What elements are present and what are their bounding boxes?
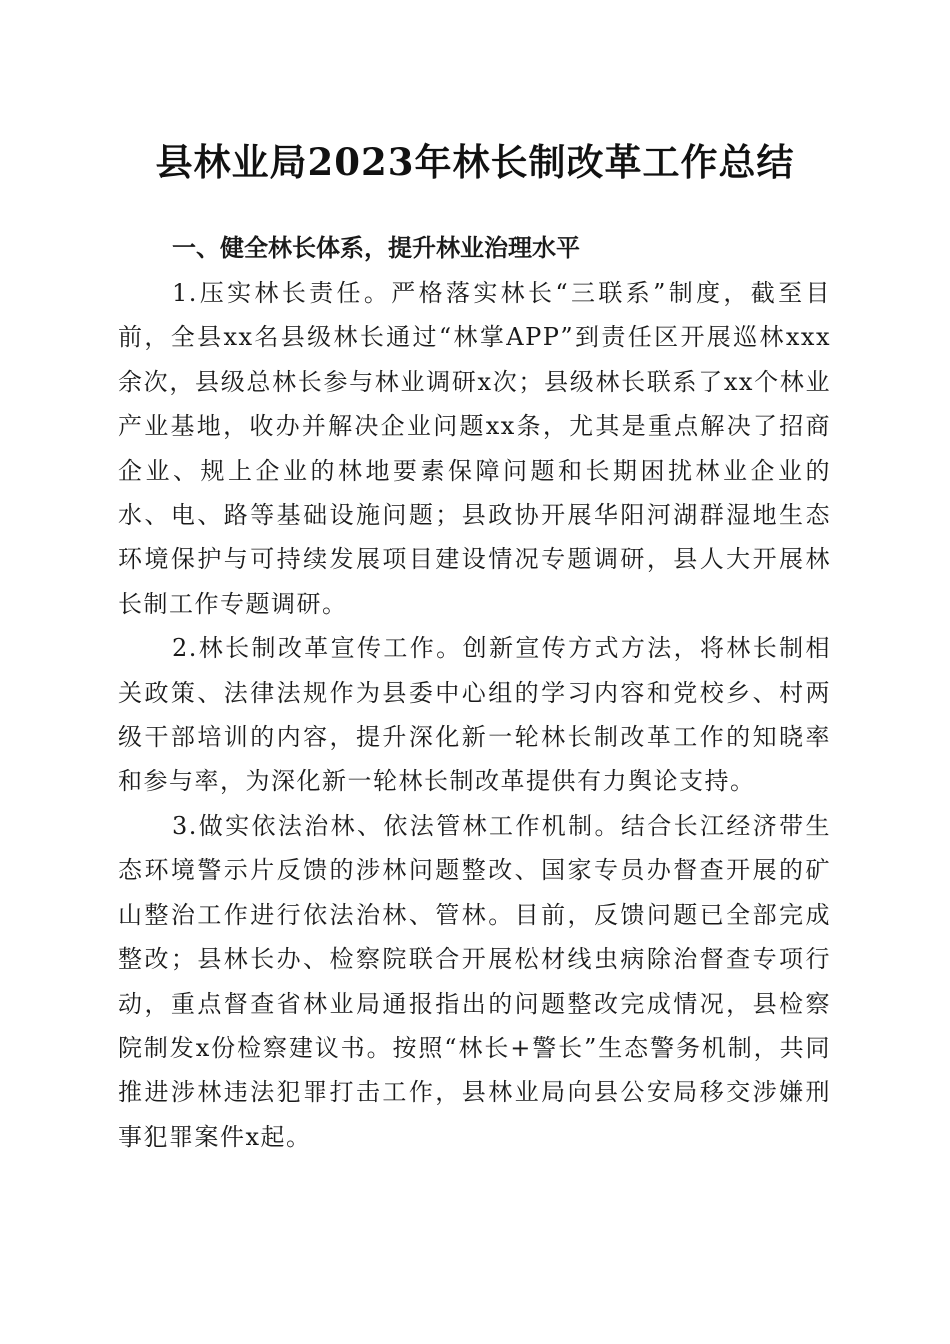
document-body [118, 226, 831, 1159]
section-heading: 一、健全林长体系，提升林业治理水平 [172, 234, 580, 262]
document-title: 县林业局2023年林长制改革工作总结 [155, 140, 795, 184]
paragraph-3: 3.做实依法治林、依法管林工作机制。结合长江经济带生态环境警示片反馈的涉林问题整改、国家专员办督查开展的矿山整治工作进行依法治林、管林。目前，反馈问题已全部完成整改；县林长办、检察院联合开展松材线虫病除治督查专项行动，重点督查省林业局通报指出的问题整改完成情况，县检察院制发x份检察建议书。按照“林长+警长”生态警务机制，共同推进涉林违法犯罪打击工作，县林业局向县公安局移交涉嫌刑事犯罪案件x起。 [118, 811, 831, 1151]
paragraph-2: 2.林长制改革宣传工作。创新宣传方式方法，将林长制相关政策、法律法规作为县委中心组的学习内容和党校乡、村两级干部培训的内容，提升深化新一轮林长制改革工作的知晓率和参与率，为深化新一轮林长制改革提供有力舆论支持。 [118, 634, 831, 796]
paragraph-1: 1.压实林长责任。严格落实林长“三联系”制度，截至目前，全县xx名县级林长通过“林掌APP”到责任区开展巡林xxx余次，县级总林长参与林业调研x次；县级林长联系了xx个林业产业基地，收办并解决企业问题xx条，尤其是重点解决了招商企业、规上企业的林地要素保障问题和长期困扰林业企业的水、电、路等基础设施问题；县政协开展华阳河湖群湿地生态环境保护与可持续发展项目建设情况专题调研，县人大开展林长制工作专题调研。 [118, 279, 831, 618]
